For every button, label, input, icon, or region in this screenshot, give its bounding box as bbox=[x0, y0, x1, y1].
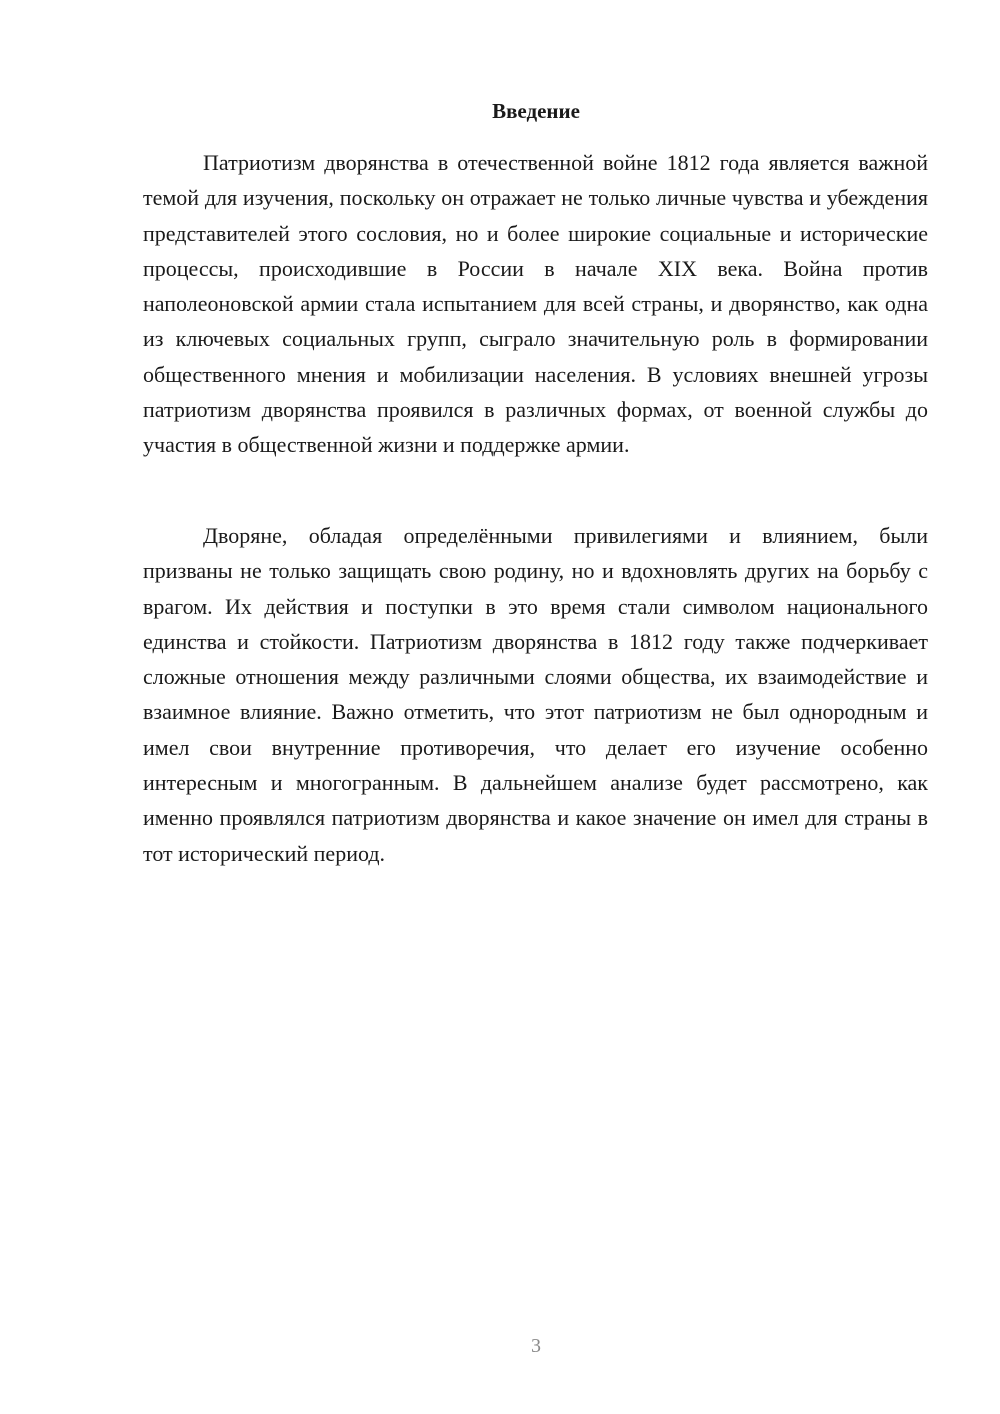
page-number: 3 bbox=[531, 1335, 541, 1357]
page-title: Введение bbox=[492, 99, 580, 123]
paragraph-2: Дворяне, обладая определёнными привилегиями и влиянием, были призваны не только защищать свою родину, но и вдохновлять других на борьбу с врагом. Их действия и поступки в это время стали символом национального единства и стойкости. Патриотизм дворянства в 1812 году также подчеркивает сложные отношения между различными слоями общества, их взаимодействие и взаимное влияние. Важно отметить, что этот патриотизм не был однородным и имел свои внутренние противоречия, что делает его изучение особенно интересным и многогранным. В дальнейшем анализе будет рассмотрено, как именно проявлялся патриотизм дворянства и какое значение он имел для страны в тот исторический период. bbox=[143, 523, 928, 866]
paragraph-1: Патриотизм дворянства в отечественной войне 1812 года является важной темой для изучения, поскольку он отражает не только личные чувства и убеждения представителей этого сословия, но и более широкие социальные и исторические процессы, происходившие в России в начале XIX века. Война против наполеоновской армии стала испытанием для всей страны, и дворянство, как одна из ключевых социальных групп, сыграло значительную роль в формировании общественного мнения и мобилизации населения. В условиях внешней угрозы патриотизм дворянства проявился в различных формах, от военной службы до участия в общественной жизни и поддержке армии. bbox=[143, 150, 928, 458]
